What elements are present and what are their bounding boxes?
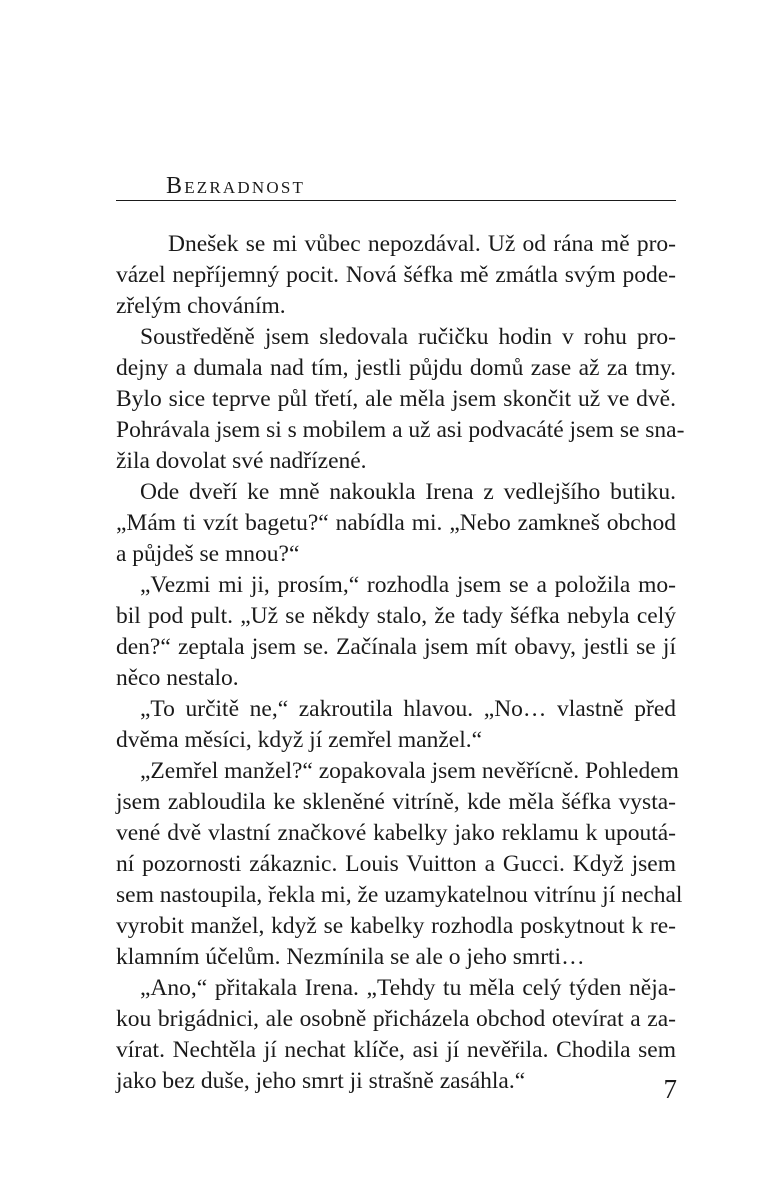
text-line: a půjdeš se mnou?“	[116, 541, 300, 567]
text-line: vírat. Nechtěla jí nechat klíče, asi jí nevěřila. Chodila sem	[116, 1037, 676, 1063]
text-line: něco nestalo.	[116, 665, 239, 691]
text-line: ní pozornosti zákaznic. Louis Vuitton a Gucci. Když jsem	[116, 851, 676, 877]
text-line: kou brigádnici, ale osobně přicházela obchod otevírat a za-	[116, 1006, 676, 1032]
text-line: „Mám ti vzít bagetu?“ nabídla mi. „Nebo zamkneš obchod	[116, 510, 676, 536]
text-line: klamním účelům. Nezmínila se ale o jeho smrti…	[116, 944, 585, 970]
text-line: Ode dveří ke mně nakoukla Irena z vedlejšího butiku.	[140, 479, 676, 505]
text-line: Bylo sice teprve půl třetí, ale měla jsem skončit už ve dvě.	[116, 386, 676, 412]
text-line: jsem zabloudila ke skleněné vitríně, kde měla šéfka vysta-	[116, 789, 676, 815]
text-line: Dnešek se mi vůbec nepozdával. Už od rána mě pro-	[168, 231, 676, 257]
heading-rule	[116, 200, 676, 201]
chapter-title: Bezradnost	[166, 173, 306, 199]
text-line: dvěma měsíci, když jí zemřel manžel.“	[116, 727, 483, 753]
page-number: 7	[663, 1074, 677, 1104]
text-line: jako bez duše, jeho smrt ji strašně zasáhla.“	[116, 1068, 526, 1094]
text-line: vyrobit manžel, když se kabelky rozhodla poskytnout k re-	[116, 913, 676, 939]
text-line: dejny a dumala nad tím, jestli půjdu domů zase až za tmy.	[116, 355, 676, 381]
text-line: Soustředěně jsem sledovala ručičku hodin v rohu pro-	[140, 324, 676, 350]
text-line: bil pod pult. „Už se někdy stalo, že tady šéfka nebyla celý	[116, 603, 676, 629]
text-line: žila dovolat své nadřízené.	[116, 448, 367, 474]
chapter-body	[116, 229, 685, 1097]
text-line: „To určitě ne,“ zakroutila hlavou. „No… vlastně před	[140, 696, 676, 722]
text-line: zřelým chováním.	[116, 293, 286, 319]
text-line: den?“ zeptala jsem se. Začínala jsem mít obavy, jestli se jí	[116, 634, 676, 660]
text-line: Pohrávala jsem si s mobilem a už asi podvacáté jsem se sna-	[116, 417, 685, 443]
text-line: sem nastoupila, řekla mi, že uzamykatelnou vitrínu jí nechal	[116, 882, 683, 908]
text-line: vené dvě vlastní značkové kabelky jako reklamu k upoutá-	[116, 820, 676, 846]
text-line: „Zemřel manžel?“ zopakovala jsem nevěřícně. Pohledem	[140, 758, 679, 784]
text-line: vázel nepříjemný pocit. Nová šéfka mě zmátla svým pode-	[116, 262, 676, 288]
text-line: „Ano,“ přitakala Irena. „Tehdy tu měla celý týden něja-	[140, 975, 676, 1001]
text-line: „Vezmi mi ji, prosím,“ rozhodla jsem se a položila mo-	[140, 572, 676, 598]
